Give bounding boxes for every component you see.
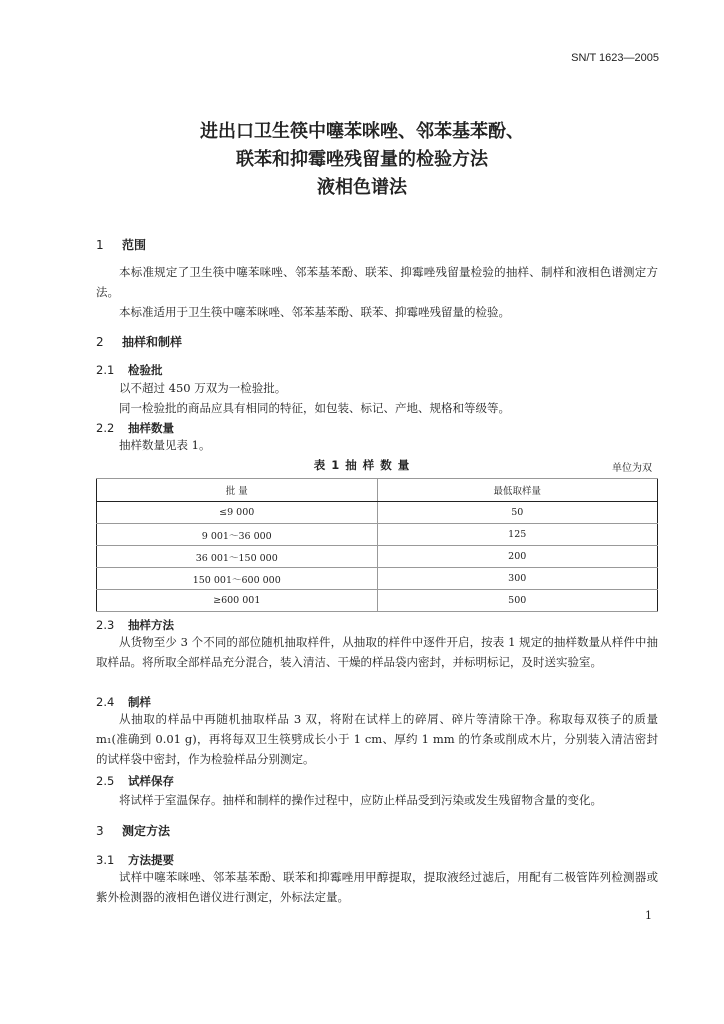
section-3-heading — [96, 822, 170, 839]
page-number: 1 — [645, 909, 652, 922]
paragraph: 从货物至少 3 个不同的部位随机抽取样件，从抽取的样件中逐件开启，按表 1 规定的抽样数量从样件中抽取样品。将所取全部样品充分混合，装入清洁、干燥的样品袋内密封，并标明标记，及时送实验室。 — [96, 635, 658, 669]
table-caption: 表 1 抽 样 数 量 — [313, 458, 411, 472]
table-cell: ≥600 001 — [97, 590, 378, 612]
sampling-table — [96, 478, 658, 612]
section-number: 3.1 — [96, 853, 115, 867]
standard-code: SN/T 1623—2005 — [571, 52, 659, 64]
section-title: 试样保存 — [128, 774, 174, 788]
table-cell: 50 — [377, 502, 658, 524]
section-title: 抽样和制样 — [122, 335, 183, 349]
paragraph: 将试样于室温保存。抽样和制样的操作过程中，应防止样品受到污染或发生残留物含量的变化。 — [119, 793, 602, 807]
section-number: 2.3 — [96, 618, 115, 632]
table-cell: 125 — [377, 524, 658, 546]
document-title-line2: 联苯和抑霉唑残留量的检验方法 — [236, 149, 488, 170]
table-row — [97, 546, 658, 568]
table-cell: 36 001～150 000 — [97, 546, 378, 568]
section-number: 3 — [96, 824, 104, 838]
document-title-line3: 液相色谱法 — [317, 177, 407, 198]
section-2-3-heading — [96, 617, 174, 633]
table-row — [97, 568, 658, 590]
table-cell: 200 — [377, 546, 658, 568]
section-1-heading — [96, 236, 146, 253]
table-row — [97, 502, 658, 524]
table-cell: ≤9 000 — [97, 502, 378, 524]
section-title: 制样 — [128, 695, 151, 709]
paragraph: 本标准适用于卫生筷中噻苯咪唑、邻苯基苯酚、联苯、抑霉唑残留量的检验。 — [119, 305, 510, 319]
table-cell: 300 — [377, 568, 658, 590]
table-row — [97, 524, 658, 546]
section-number: 2.2 — [96, 421, 115, 435]
section-title: 检验批 — [128, 363, 163, 377]
paragraph: 从抽取的样品中再随机抽取样品 3 双，将附在试样上的碎屑、碎片等清除干净。称取每双筷子的质量 m₁(准确到 0.01 g)，再将每双卫生筷劈成长小于 1 cm、厚约 1 mm 的竹条或削成木片，分别装入清洁密封的试样袋中密封，作为检验样品分别测定。 — [96, 712, 658, 766]
section-number: 2.1 — [96, 363, 115, 377]
paragraph: 同一检验批的商品应具有相同的特征，如包装、标记、产地、规格和等级等。 — [119, 401, 510, 415]
section-number: 2.5 — [96, 774, 115, 788]
section-3-1-heading — [96, 852, 174, 868]
section-2-2-heading — [96, 420, 174, 436]
table-row — [97, 590, 658, 612]
paragraph: 抽样数量见表 1。 — [119, 438, 211, 452]
table-cell: 150 001～600 000 — [97, 568, 378, 590]
section-title: 抽样数量 — [128, 421, 174, 435]
section-title: 范围 — [122, 238, 147, 252]
section-number: 2 — [96, 335, 104, 349]
section-title: 方法提要 — [128, 853, 174, 867]
section-title: 测定方法 — [122, 824, 171, 838]
section-2-1-heading — [96, 362, 163, 378]
table-header-cell: 批 量 — [97, 479, 378, 502]
section-number: 2.4 — [96, 695, 115, 709]
table-cell: 500 — [377, 590, 658, 612]
section-2-heading — [96, 333, 182, 350]
section-2-4-heading — [96, 694, 151, 710]
section-number: 1 — [96, 238, 104, 252]
section-title: 抽样方法 — [128, 618, 174, 632]
table-header-row — [97, 479, 658, 502]
section-2-5-heading — [96, 773, 174, 789]
document-title-line1: 进出口卫生筷中噻苯咪唑、邻苯基苯酚、 — [200, 121, 524, 142]
table-unit: 单位为双 — [612, 463, 652, 474]
table-cell: 9 001～36 000 — [97, 524, 378, 546]
table-header-cell: 最低取样量 — [377, 479, 658, 502]
paragraph: 以不超过 450 万双为一检验批。 — [119, 381, 287, 395]
paragraph: 本标准规定了卫生筷中噻苯咪唑、邻苯基苯酚、联苯、抑霉唑残留量检验的抽样、制样和液相色谱测定方法。 — [96, 265, 658, 299]
paragraph: 试样中噻苯咪唑、邻苯基苯酚、联苯和抑霉唑用甲醇提取，提取液经过滤后，用配有二极管阵列检测器或紫外检测器的液相色谱仪进行测定，外标法定量。 — [96, 870, 658, 904]
